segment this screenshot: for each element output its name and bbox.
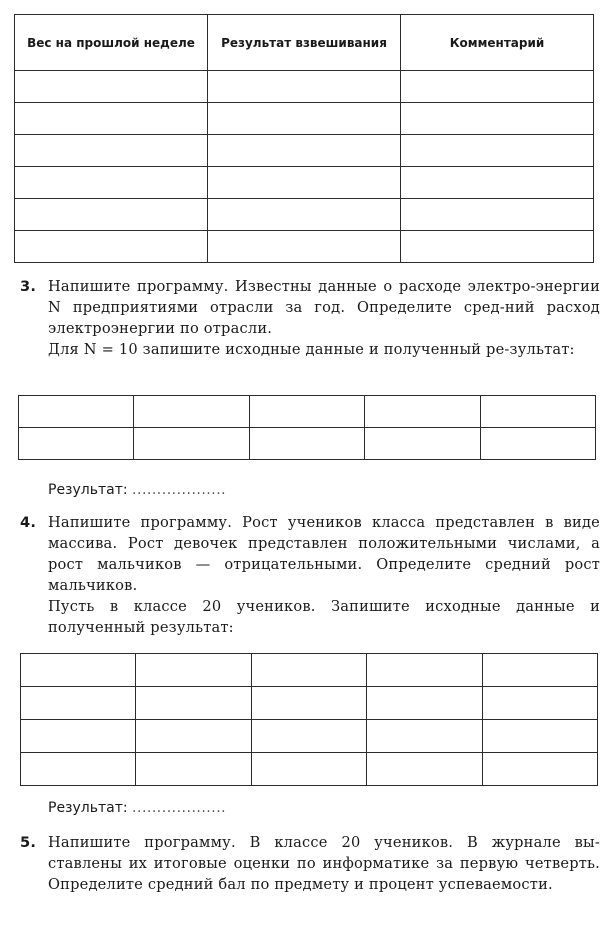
table-row: [15, 231, 594, 263]
table-cell[interactable]: [15, 71, 208, 103]
table-cell[interactable]: [251, 654, 366, 687]
task-number: 3.: [20, 278, 37, 295]
result-blank[interactable]: ...................: [132, 482, 227, 498]
table-cell[interactable]: [251, 720, 366, 753]
table-cell[interactable]: [251, 753, 366, 786]
table-cell[interactable]: [208, 71, 401, 103]
table-cell[interactable]: [365, 396, 480, 428]
table-cell[interactable]: [365, 428, 480, 460]
table-cell[interactable]: [208, 199, 401, 231]
result-line-task-4: [48, 800, 226, 816]
table-cell[interactable]: [367, 687, 482, 720]
table-cell[interactable]: [15, 135, 208, 167]
table-row: [21, 753, 598, 786]
table-cell[interactable]: [480, 428, 595, 460]
table-row: [15, 167, 594, 199]
task-text: Для N = 10 запишите исходные данные и полученный ре-зультат:: [48, 341, 575, 358]
table-row: [15, 199, 594, 231]
table-cell[interactable]: [21, 753, 136, 786]
table-cell[interactable]: [19, 396, 134, 428]
table-cell[interactable]: [134, 428, 249, 460]
table-cell[interactable]: [15, 167, 208, 199]
result-blank[interactable]: ...................: [132, 800, 227, 816]
result-label: Результат:: [48, 482, 128, 498]
table-cell[interactable]: [136, 720, 251, 753]
table-cell[interactable]: [482, 753, 597, 786]
task-number: 4.: [20, 514, 37, 531]
weight-table: [14, 14, 594, 263]
table-cell[interactable]: [249, 396, 364, 428]
table-cell[interactable]: [21, 654, 136, 687]
table-row: [15, 71, 594, 103]
table-cell[interactable]: [136, 687, 251, 720]
task-text: Напишите программу. В классе 20 учеников. В журнале вы-ставлены их итоговые оценки по информатике за первую четверть. Определите средний бал по предмету и процент успеваемости.: [48, 834, 600, 893]
task-text: Напишите программу. Рост учеников класса представлен в виде массива. Рост девочек представлен положительными числами, а рост мальчиков — отрицательными. Определите средний рост мальчиков.: [48, 514, 600, 594]
input-table-task-3: [18, 395, 596, 460]
table-row: [15, 103, 594, 135]
table-header: Результат взвешивания: [208, 15, 401, 71]
table-cell[interactable]: [249, 428, 364, 460]
table-cell[interactable]: [482, 654, 597, 687]
result-line-task-3: [48, 482, 226, 498]
table-row: [19, 396, 596, 428]
table-cell[interactable]: [401, 167, 594, 199]
table-cell[interactable]: [401, 103, 594, 135]
table-cell[interactable]: [401, 135, 594, 167]
input-table-task-4: [20, 653, 598, 786]
table-cell[interactable]: [136, 654, 251, 687]
table-cell[interactable]: [367, 654, 482, 687]
table-row: [15, 135, 594, 167]
table-cell[interactable]: [136, 753, 251, 786]
table-row: [19, 428, 596, 460]
table-cell[interactable]: [482, 720, 597, 753]
task-5: [20, 832, 600, 895]
table-row: [21, 654, 598, 687]
table-cell[interactable]: [21, 720, 136, 753]
table-cell[interactable]: [208, 231, 401, 263]
task-number: 5.: [20, 834, 37, 851]
table-cell[interactable]: [15, 103, 208, 135]
table-cell[interactable]: [208, 103, 401, 135]
table-row: [21, 720, 598, 753]
table-header: Комментарий: [401, 15, 594, 71]
table-cell[interactable]: [480, 396, 595, 428]
task-text: Напишите программу. Известны данные о расходе электро-энергии N предприятиями отрасли за год. Определите сред-ний расход электроэнергии по отрасли.: [48, 278, 600, 337]
table-cell[interactable]: [21, 687, 136, 720]
table-header: Вес на прошлой неделе: [15, 15, 208, 71]
table-cell[interactable]: [482, 687, 597, 720]
table-cell[interactable]: [401, 71, 594, 103]
table-cell[interactable]: [19, 428, 134, 460]
table-cell[interactable]: [15, 231, 208, 263]
table-cell[interactable]: [134, 396, 249, 428]
table-cell[interactable]: [401, 231, 594, 263]
task-text: Пусть в классе 20 учеников. Запишите исходные данные и полученный результат:: [48, 598, 600, 636]
table-row: [21, 687, 598, 720]
task-4: [20, 512, 600, 638]
table-cell[interactable]: [208, 167, 401, 199]
result-label: Результат:: [48, 800, 128, 816]
table-cell[interactable]: [367, 753, 482, 786]
table-cell[interactable]: [15, 199, 208, 231]
task-3: [20, 276, 600, 360]
table-cell[interactable]: [251, 687, 366, 720]
table-cell[interactable]: [367, 720, 482, 753]
table-cell[interactable]: [208, 135, 401, 167]
table-cell[interactable]: [401, 199, 594, 231]
